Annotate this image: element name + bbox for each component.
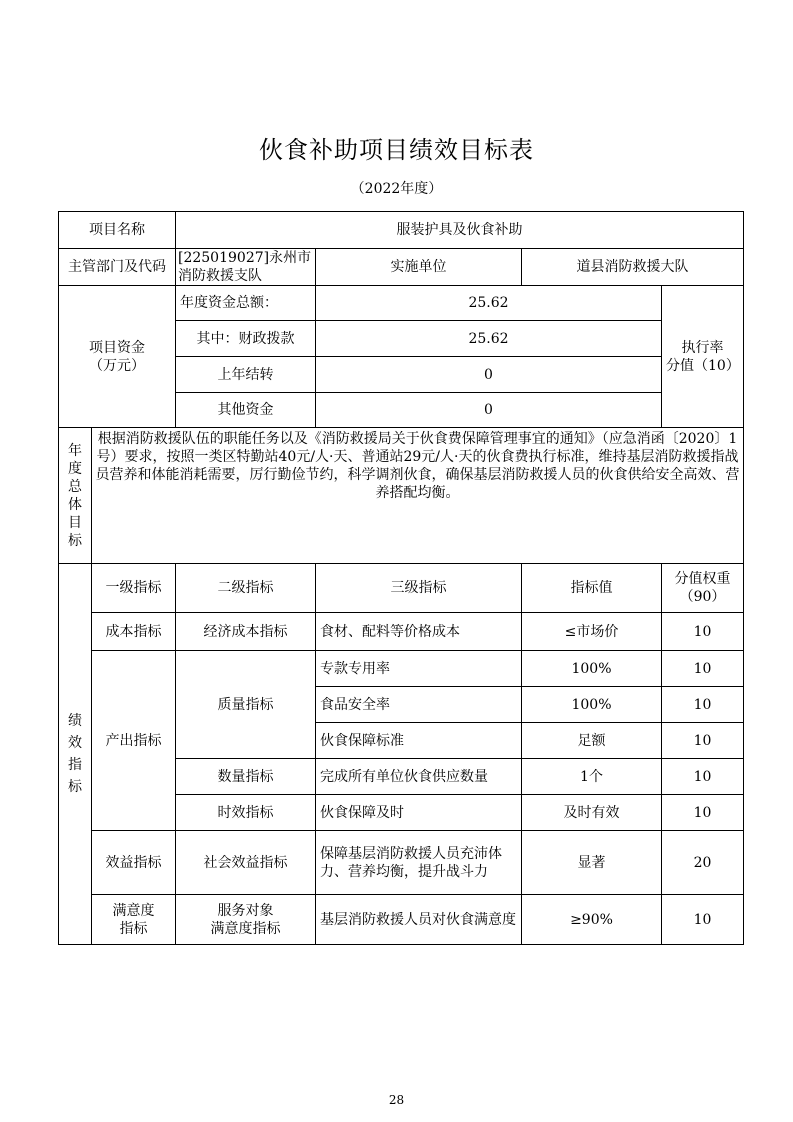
cost-value: ≤市场价 <box>522 613 662 651</box>
satisfaction-value: ≥90% <box>522 895 662 945</box>
satisfaction-level2-line1: 服务对象 <box>217 902 274 919</box>
funds-fiscal-value: 25.62 <box>316 321 662 357</box>
quantity-weight: 10 <box>662 759 744 795</box>
indicators-side-char: 效 <box>68 735 82 751</box>
department-row <box>59 249 744 286</box>
benefit-weight: 20 <box>662 831 744 895</box>
performance-target-table <box>58 211 744 945</box>
execution-rate-score <box>662 286 744 428</box>
satisfaction-level1-line2: 指标 <box>119 920 148 937</box>
annual-target-char: 目 <box>68 514 82 531</box>
quantity-level3: 完成所有单位伙食供应数量 <box>316 759 522 795</box>
quality-level3-3: 伙食保障标准 <box>316 723 522 759</box>
quality-weight-2: 10 <box>662 687 744 723</box>
quality-value-2: 100% <box>522 687 662 723</box>
cost-level1: 成本指标 <box>92 613 176 651</box>
satisfaction-level3: 基层消防救援人员对伙食满意度 <box>316 895 522 945</box>
benefit-level1: 效益指标 <box>92 831 176 895</box>
funds-label <box>59 286 176 428</box>
output-level1: 产出指标 <box>92 651 176 831</box>
benefit-indicator-row <box>59 831 744 895</box>
quality-level2: 质量指标 <box>176 651 316 759</box>
annual-target-char: 体 <box>68 496 82 513</box>
output-quality-row-1 <box>59 651 744 687</box>
funds-carryover-value: 0 <box>316 357 662 393</box>
header-weight <box>662 564 744 613</box>
quality-value-1: 100% <box>522 651 662 687</box>
annual-target-text: 根据消防救援队伍的职能任务以及《消防救援局关于伙食费保障管理事宜的通知》（应急消函〔2020〕1 号）要求，按照一类区特勤站40元/人·天、普通站29元/人·天的伙食费执行标准，维持基层消防救援指战员营养和体能消耗需要，厉行勤俭节约，科学调剂伙食，确保基层消防救援人员的伙食供给安全高效、营养搭配均衡。 <box>92 428 744 564</box>
quality-value-3: 足额 <box>522 723 662 759</box>
implementing-unit-label: 实施单位 <box>316 249 522 286</box>
execution-rate-line1: 执行率 <box>681 339 724 356</box>
benefit-value: 显著 <box>522 831 662 895</box>
header-weight-line1: 分值权重 <box>674 571 731 587</box>
execution-rate-line2: 分值（10） <box>666 357 740 374</box>
quality-weight-1: 10 <box>662 651 744 687</box>
satisfaction-level1 <box>92 895 176 945</box>
cost-level3: 食材、配料等价格成本 <box>316 613 522 651</box>
header-weight-line2: （90） <box>679 589 726 605</box>
benefit-level2: 社会效益指标 <box>176 831 316 895</box>
timeliness-level2: 时效指标 <box>176 795 316 831</box>
annual-target-label <box>59 428 92 564</box>
funds-total-value: 25.62 <box>316 286 662 321</box>
satisfaction-level2-line2: 满意度指标 <box>210 920 281 937</box>
cost-weight: 10 <box>662 613 744 651</box>
quantity-level2: 数量指标 <box>176 759 316 795</box>
page-title: 伙食补助项目绩效目标表 <box>259 136 534 164</box>
indicators-side-char: 绩 <box>68 713 82 729</box>
quality-weight-3: 10 <box>662 723 744 759</box>
header-level2: 二级指标 <box>176 564 316 613</box>
implementing-unit-value: 道县消防救援大队 <box>522 249 744 286</box>
funds-other-label: 其他资金 <box>176 393 316 428</box>
department-value: [225019027]永州市消防救援支队 <box>176 249 316 286</box>
indicators-side-char: 标 <box>68 779 82 795</box>
timeliness-value: 及时有效 <box>522 795 662 831</box>
satisfaction-weight: 10 <box>662 895 744 945</box>
page-number: 28 <box>388 1093 405 1107</box>
annual-target-row <box>59 428 744 564</box>
department-label: 主管部门及代码 <box>59 249 176 286</box>
project-name-value: 服装护具及伙食补助 <box>176 212 744 249</box>
timeliness-level3: 伙食保障及时 <box>316 795 522 831</box>
project-name-label: 项目名称 <box>59 212 176 249</box>
header-value: 指标值 <box>522 564 662 613</box>
funds-label-line2: （万元） <box>89 357 145 374</box>
quantity-value: 1个 <box>522 759 662 795</box>
benefit-level3: 保障基层消防救援人员充沛体力、营养均衡，提升战斗力 <box>316 831 522 895</box>
funds-other-value: 0 <box>316 393 662 428</box>
funds-row-total <box>59 286 744 321</box>
funds-total-label: 年度资金总额： <box>176 286 316 321</box>
header-level1: 一级指标 <box>92 564 176 613</box>
quality-level3-1: 专款专用率 <box>316 651 522 687</box>
timeliness-weight: 10 <box>662 795 744 831</box>
funds-fiscal-label: 其中：财政拨款 <box>176 321 316 357</box>
indicators-side-label <box>59 564 92 945</box>
funds-label-line1: 项目资金 <box>89 339 145 356</box>
annual-target-char: 度 <box>68 460 82 477</box>
satisfaction-level2 <box>176 895 316 945</box>
cost-indicator-row <box>59 613 744 651</box>
indicator-header-row <box>59 564 744 613</box>
indicators-side-char: 指 <box>68 757 82 773</box>
funds-carryover-label: 上年结转 <box>176 357 316 393</box>
header-level3: 三级指标 <box>316 564 522 613</box>
satisfaction-indicator-row <box>59 895 744 945</box>
project-name-row <box>59 212 744 249</box>
page-subtitle: （2022年度） <box>350 181 443 197</box>
annual-target-char: 总 <box>68 478 82 495</box>
cost-level2: 经济成本指标 <box>176 613 316 651</box>
annual-target-char: 年 <box>68 442 82 459</box>
quality-level3-2: 食品安全率 <box>316 687 522 723</box>
annual-target-char: 标 <box>68 532 82 549</box>
satisfaction-level1-line1: 满意度 <box>112 902 155 919</box>
